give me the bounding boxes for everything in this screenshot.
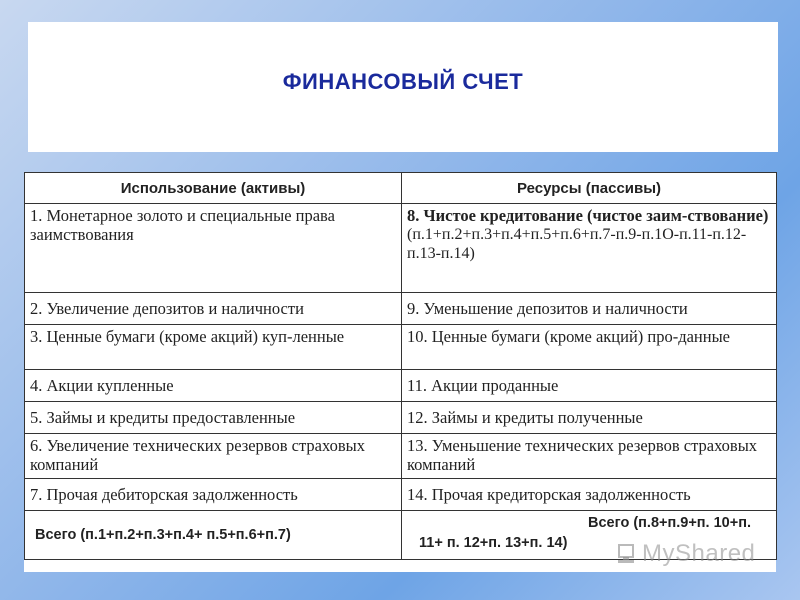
table-row xyxy=(25,293,777,325)
total-assets: Всего (п.1+п.2+п.3+п.4+ п.5+п.6+п.7) xyxy=(25,511,402,560)
title-box xyxy=(28,22,778,152)
cell-assets: 7. Прочая дебиторская задолженность xyxy=(25,479,402,511)
table-row xyxy=(25,204,777,293)
cell-liabilities: 13. Уменьшение технических резервов страховых компаний xyxy=(402,434,777,479)
table-row xyxy=(25,479,777,511)
net-lending-label: 8. Чистое кредитование (чистое заим-ствование) xyxy=(407,206,769,225)
cell-liabilities: 12. Займы и кредиты полученные xyxy=(402,402,777,434)
table-row xyxy=(25,402,777,434)
table-row xyxy=(25,434,777,479)
cell-assets: 5. Займы и кредиты предоставленные xyxy=(25,402,402,434)
cell-liabilities: 11. Акции проданные xyxy=(402,370,777,402)
cell-assets: 4. Акции купленные xyxy=(25,370,402,402)
net-lending-formula: (п.1+п.2+п.3+п.4+п.5+п.6+п.7-п.9-п.1О-п.11-п.12-п.13-п.14) xyxy=(407,226,747,262)
table-header-row xyxy=(25,173,777,204)
cell-liabilities xyxy=(402,204,777,293)
watermark-text: MyShared xyxy=(642,540,756,567)
table-row xyxy=(25,325,777,370)
cell-assets: 6. Увеличение технических резервов страховых компаний xyxy=(25,434,402,479)
watermark-logo-icon xyxy=(614,542,638,566)
table-row xyxy=(25,370,777,402)
header-liabilities: Ресурсы (пассивы) xyxy=(402,173,777,204)
cell-assets: 3. Ценные бумаги (кроме акций) куп-ленные xyxy=(25,325,402,370)
financial-account-table xyxy=(24,172,776,572)
watermark xyxy=(614,540,755,568)
total-liabilities-line1: Всего (п.8+п.9+п. 10+п. xyxy=(588,515,751,531)
cell-liabilities: 10. Ценные бумаги (кроме акций) про-данные xyxy=(402,325,777,370)
cell-liabilities: 9. Уменьшение депозитов и наличности xyxy=(402,293,777,325)
header-assets: Использование (активы) xyxy=(25,173,402,204)
cell-liabilities: 14. Прочая кредиторская задолженность xyxy=(402,479,777,511)
cell-assets: 2. Увеличение депозитов и наличности xyxy=(25,293,402,325)
account-table xyxy=(24,172,777,560)
total-liabilities-line2: 11+ п. 12+п. 13+п. 14) xyxy=(419,535,568,551)
page-title: ФИНАНСОВЫЙ СЧЕТ xyxy=(282,69,524,94)
cell-assets: 1. Монетарное золото и специальные права заимствования xyxy=(25,204,402,293)
